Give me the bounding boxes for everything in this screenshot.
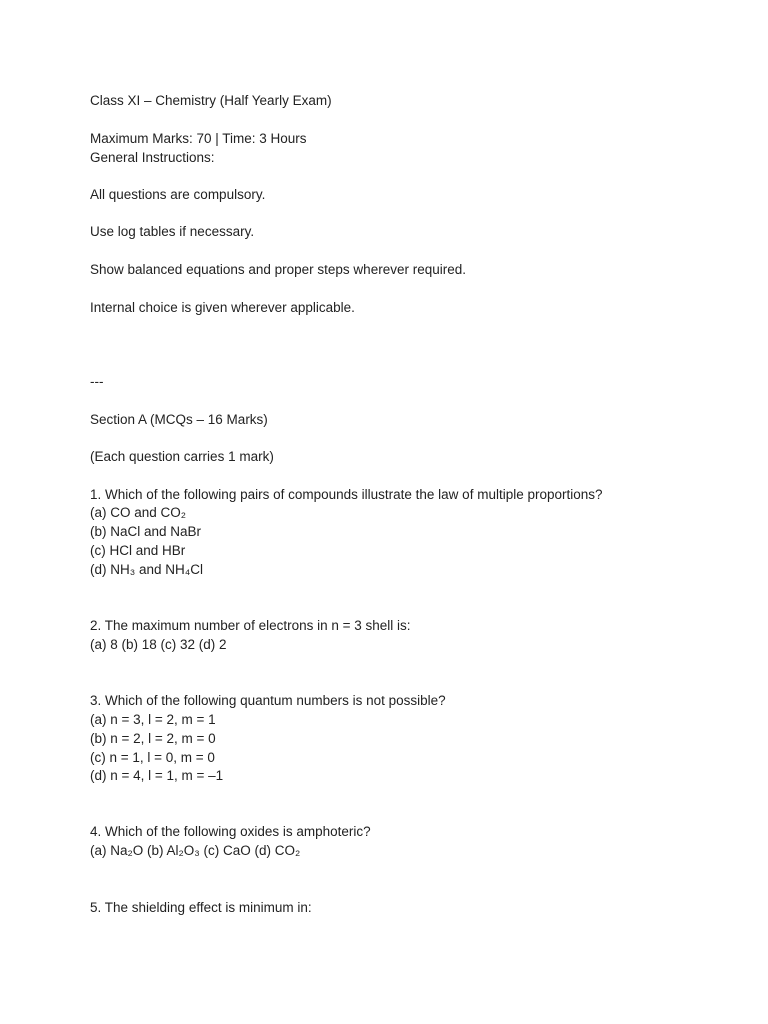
- question-3-option: (d) n = 4, l = 1, m = –1: [90, 768, 224, 783]
- section-a-note: (Each question carries 1 mark): [90, 449, 274, 464]
- question-4-options: (a) Na₂O (b) Al₂O₃ (c) CaO (d) CO₂: [90, 843, 301, 858]
- instructions-heading: General Instructions:: [90, 150, 215, 165]
- question-4-text: 4. Which of the following oxides is amphoteric?: [90, 824, 371, 839]
- instruction-item: Use log tables if necessary.: [90, 224, 255, 239]
- question-3-text: 3. Which of the following quantum numbers is not possible?: [90, 693, 446, 708]
- marks-time-line: Maximum Marks: 70 | Time: 3 Hours: [90, 131, 307, 146]
- question-1-option: (a) CO and CO₂: [90, 505, 187, 520]
- question-3-option: (b) n = 2, l = 2, m = 0: [90, 731, 216, 746]
- exam-title: Class XI – Chemistry (Half Yearly Exam): [90, 93, 332, 108]
- question-2-text: 2. The maximum number of electrons in n = 3 shell is:: [90, 618, 411, 633]
- question-1-option: (d) NH₃ and NH₄Cl: [90, 562, 204, 577]
- question-1-text: 1. Which of the following pairs of compounds illustrate the law of multiple proportions?: [90, 487, 603, 502]
- separator: ---: [90, 374, 104, 389]
- question-1-option: (b) NaCl and NaBr: [90, 524, 202, 539]
- instruction-item: Show balanced equations and proper steps wherever required.: [90, 262, 466, 277]
- question-3-option: (a) n = 3, l = 2, m = 1: [90, 712, 216, 727]
- instruction-item: Internal choice is given wherever applicable.: [90, 300, 355, 315]
- question-2-options: (a) 8 (b) 18 (c) 32 (d) 2: [90, 637, 227, 652]
- instruction-item: All questions are compulsory.: [90, 187, 266, 202]
- section-a-title: Section A (MCQs – 16 Marks): [90, 412, 268, 427]
- question-3-option: (c) n = 1, l = 0, m = 0: [90, 750, 215, 765]
- question-1-option: (c) HCl and HBr: [90, 543, 186, 558]
- question-5-text: 5. The shielding effect is minimum in:: [90, 900, 312, 915]
